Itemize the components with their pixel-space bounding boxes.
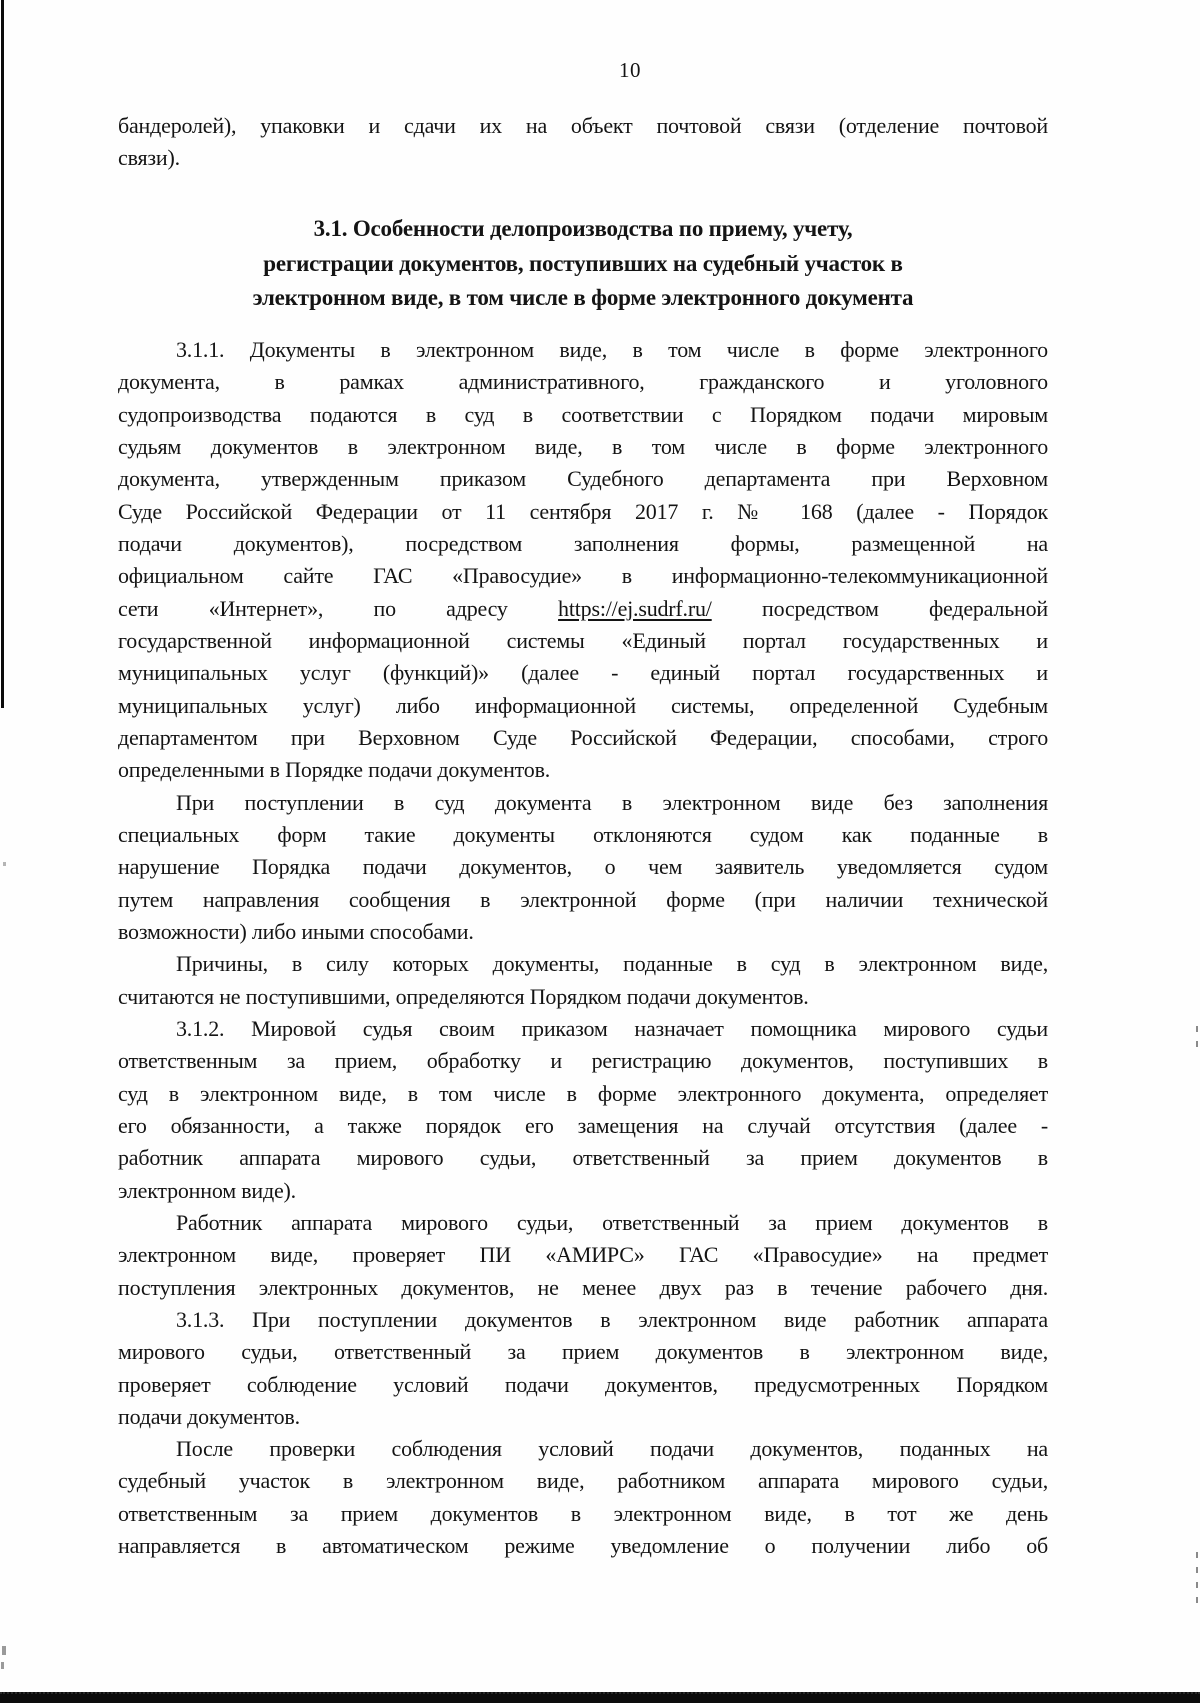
text-line: Работник аппарата мирового судьи, ответственный за прием документов в xyxy=(176,1209,1048,1235)
scan-speck xyxy=(1,1662,4,1669)
text-line: судопроизводства подаются в суд в соответствии с Порядком подачи мировым xyxy=(118,401,1048,427)
page-number: 10 xyxy=(619,58,641,82)
text-line: считаются не поступившими, определяются Порядком подачи документов. xyxy=(118,983,809,1009)
text-line: 3.1.3. При поступлении документов в электронном виде работник аппарата xyxy=(176,1306,1048,1332)
text-line: При поступлении в суд документа в электронном виде без заполнения xyxy=(176,789,1048,815)
text-line: направляется в автоматическом режиме уведомление о получении либо об xyxy=(118,1533,1048,1559)
text-line: муниципальных услуг) либо информационной системы, определенной Судебным xyxy=(118,692,1048,718)
text-line: подачи документов), посредством заполнения формы, размещенной на xyxy=(118,530,1048,556)
text-line: документа, в рамках административного, гражданского и уголовного xyxy=(118,369,1048,395)
text-line: Причины, в силу которых документы, поданные в суд в электронном виде, xyxy=(176,951,1048,977)
text-line: нарушение Порядка подачи документов, о чем заявитель уведомляется судом xyxy=(118,854,1048,880)
text-line: официальном сайте ГАС «Правосудие» в информационно-телекоммуникационной xyxy=(118,563,1048,589)
body-text xyxy=(118,334,1048,1562)
text-line: подачи документов. xyxy=(118,1403,300,1429)
text-line: Суде Российской Федерации от 11 сентября 2017 г. № 168 (далее - Порядок xyxy=(118,498,1048,524)
text-line: государственной информационной системы «Единый портал государственных и xyxy=(118,627,1048,653)
scan-edge-bar-bottom xyxy=(0,1692,1200,1703)
text-line: суд в электронном виде, в том числе в форме электронного документа, определяет xyxy=(118,1080,1048,1106)
text-line: связи). xyxy=(118,145,180,171)
text-line: бандеролей), упаковки и сдачи их на объект почтовой связи (отделение почтовой xyxy=(118,113,1048,138)
text-line: 3.1.2. Мировой судья своим приказом назначает помощника мирового судьи xyxy=(176,1015,1048,1041)
scan-edge-line-left xyxy=(1,0,4,708)
intro-paragraph xyxy=(118,110,1048,175)
url-text: https://ej.sudrf.ru/ xyxy=(558,595,712,621)
section-heading xyxy=(118,212,1048,316)
text-segment: сети «Интернет», по адресу xyxy=(118,595,559,621)
text-segment: посредством федеральной xyxy=(711,595,1048,621)
text-line: его обязанности, а также порядок его замещения на случай отсутствия (далее - xyxy=(118,1112,1048,1138)
text-line: ответственным за прием, обработку и регистрацию документов, поступивших в xyxy=(118,1048,1048,1074)
heading-line: 3.1. Особенности делопроизводства по приему, учету, xyxy=(313,216,853,241)
scan-speck xyxy=(3,862,6,866)
text-line: определенными в Порядке подачи документов. xyxy=(118,757,551,783)
text-line: судьям документов в электронном виде, в том числе в форме электронного xyxy=(118,433,1048,459)
text-line: департаментом при Верховном Суде Российской Федерации, способами, строго xyxy=(118,724,1048,750)
text-line: ответственным за прием документов в электронном виде, в тот же день xyxy=(118,1500,1048,1526)
scan-dash-artifact xyxy=(1196,1552,1198,1604)
text-line: путем направления сообщения в электронной форме (при наличии технической xyxy=(118,886,1048,912)
heading-line: регистрации документов, поступивших на судебный участок в xyxy=(263,250,903,276)
scan-speck xyxy=(2,1646,6,1655)
text-line: электронном виде). xyxy=(118,1177,296,1203)
text-line: 3.1.1. Документы в электронном виде, в том числе в форме электронного xyxy=(176,337,1048,362)
text-line xyxy=(118,593,1048,625)
scan-dash-artifact xyxy=(1196,1026,1198,1056)
text-line: После проверки соблюдения условий подачи документов, поданных на xyxy=(176,1436,1048,1462)
text-line: муниципальных услуг (функций)» (далее - единый портал государственных и xyxy=(118,660,1048,686)
heading-line: электронном виде, в том числе в форме электронного документа xyxy=(252,285,914,310)
text-line: судебный участок в электронном виде, работником аппарата мирового судьи, xyxy=(118,1468,1048,1494)
text-line: проверяет соблюдение условий подачи документов, предусмотренных Порядком xyxy=(118,1371,1048,1397)
text-line: мирового судьи, ответственный за прием документов в электронном виде, xyxy=(118,1339,1048,1365)
text-line: документа, утвержденным приказом Судебного департамента при Верховном xyxy=(118,466,1048,492)
text-line: возможности) либо иными способами. xyxy=(118,918,474,944)
text-line: поступления электронных документов, не менее двух раз в течение рабочего дня. xyxy=(118,1274,1048,1300)
text-line: специальных форм такие документы отклоняются судом как поданные в xyxy=(118,821,1048,847)
text-line: электронном виде, проверяет ПИ «АМИРС» ГАС «Правосудие» на предмет xyxy=(118,1242,1048,1268)
text-line: работник аппарата мирового судьи, ответственный за прием документов в xyxy=(118,1145,1048,1171)
